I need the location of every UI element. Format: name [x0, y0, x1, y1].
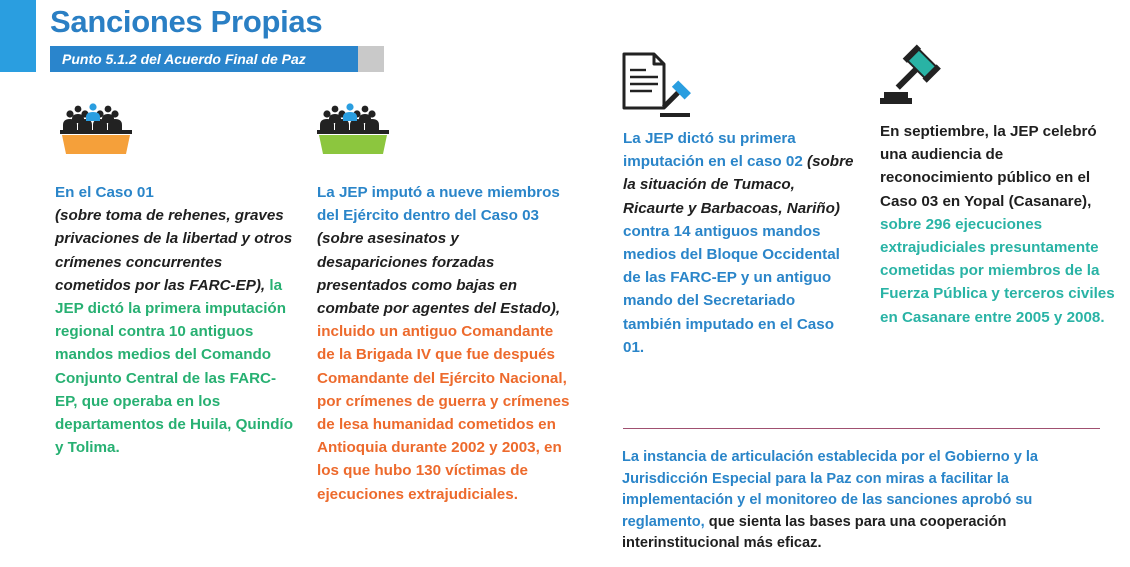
subtitle-text: Punto 5.1.2 del Acuerdo Final de Paz: [50, 46, 358, 72]
case-03-yopal-text: [880, 120, 1120, 329]
regulation-text: [622, 447, 1094, 555]
case-02-highlight: contra 14 antiguos mandos medios del Bloque Occidental de las FARC-EP y un antiguo mando del Secretariado también imputado en el Caso 01.: [623, 222, 840, 356]
case-01-highlight: la JEP dictó la primera imputación regional contra 10 antiguos mandos medios del Comando Conjunto Central de las FARC-EP, que operaba en los departamentos de Huila, Quindío y Tolima.: [55, 276, 293, 457]
regulation-rest: que sienta las bases para una cooperación interinstitucional más eficaz.: [622, 513, 1007, 552]
gavel-icon: [878, 44, 944, 108]
header-accent-bar: [0, 0, 36, 72]
section-divider: [623, 428, 1100, 429]
page-title: Sanciones Propias: [50, 4, 323, 39]
case-02-lead: La JEP dictó su primera imputación en el caso 02: [623, 130, 803, 171]
case-01-text: [55, 181, 295, 459]
case-03-army-text: [317, 181, 573, 506]
regulation-highlight: La instancia de articulación establecida por el Gobierno y la Jurisdicción Especial para la Paz con miras a facilitar la implementación y el monitoreo de las sanciones aprobó su reglamento,: [622, 449, 1039, 530]
case-03-army-highlight: incluido un antiguo Comandante de la Brigada IV que fue después Comandante del Ejército Nacional, por crímenes de guerra y crímenes de lesa humanidad cometidos en Antioquia durante 2002 y 2003, en los que hubo 130 víctimas de ejecuciones extrajudiciales.: [317, 323, 570, 503]
case-03-yopal-highlight: sobre 296 ejecuciones extrajudiciales presuntamente cometidas por miembros de la Fuerza Pública y terceros civiles en Casanare entre 2005 y 2008.: [880, 215, 1115, 326]
case-02-italic: (sobre la situación de Tumaco, Ricaurte y Barbacoas, Nariño): [623, 153, 854, 217]
subtitle-banner: [50, 46, 384, 72]
court-audience-green-icon: [315, 101, 391, 157]
case-01-italic: (sobre toma de rehenes, graves privaciones de la libertad y otros crímenes concurrentes cometidos por las FARC-EP),: [55, 207, 293, 294]
case-02-text: [623, 127, 855, 359]
case-03-army-lead: La JEP imputó a nueve miembros del Ejército dentro del Caso 03: [317, 184, 560, 225]
court-audience-orange-icon: [58, 101, 134, 157]
case-01-lead: En el Caso 01: [55, 184, 154, 201]
case-03-yopal-lead: En septiembre, la JEP celebró una audiencia de reconocimiento público en el Caso 03 en Yopal (Casanare),: [880, 123, 1097, 210]
document-gavel-icon: [620, 50, 694, 120]
case-03-army-italic: (sobre asesinatos y desapariciones forzadas presentados como bajas en combate por agentes del Estado),: [317, 230, 561, 318]
